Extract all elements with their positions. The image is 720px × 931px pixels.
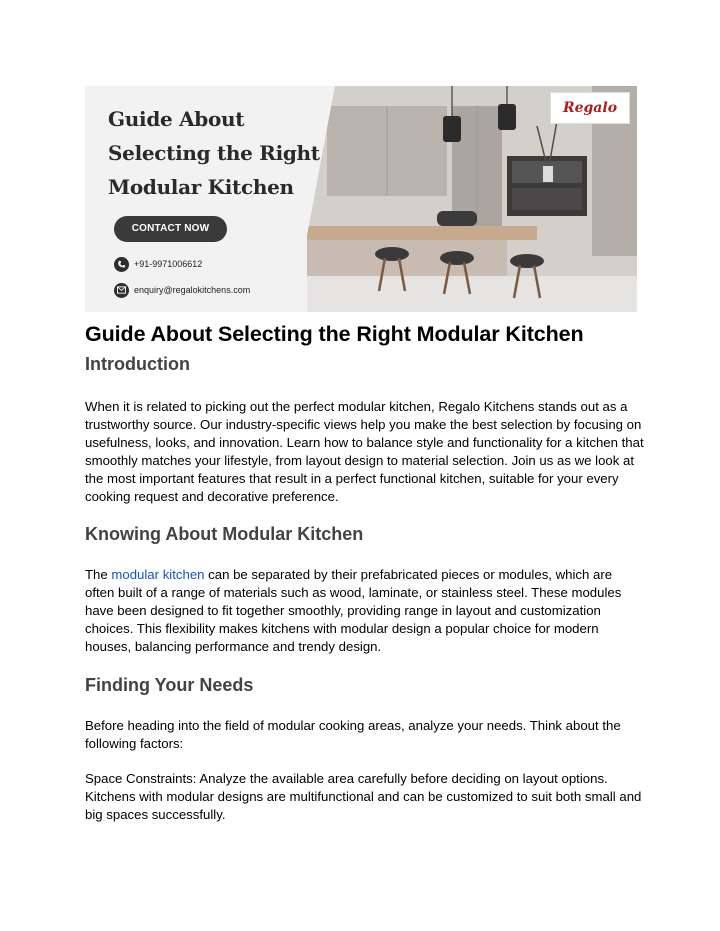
knowing-paragraph: [85, 566, 645, 656]
contact-now-button[interactable]: CONTACT NOW: [114, 216, 227, 242]
introduction-paragraph: When it is related to picking out the perfect modular kitchen, Regalo Kitchens stands out as a trustworthy source. Our industry-specific views help you make the best selection by focusing on usefulness, looks, and innovation. Learn how to balance style and functionality for a kitchen that smoothly matches your lifestyle, from layout design to material selection. Join us as we look at the most important features that result in a perfect functional kitchen, suitable for your every cooking request and decorative preference.: [85, 399, 644, 504]
space-constraints-paragraph: Space Constraints: Analyze the available area carefully before deciding on layout options. Kitchens with modular designs are multifunctional and can be customized to suit both small and big spaces successfully.: [85, 771, 642, 822]
knowing-text-start: The: [85, 567, 112, 582]
mail-icon: [114, 283, 129, 298]
email-contact: [114, 282, 250, 298]
banner-title: Guide About Selecting the Right Modular Kitchen: [108, 107, 320, 199]
hero-banner: [85, 86, 637, 312]
needs-paragraph: Before heading into the field of modular cooking areas, analyze your needs. Think about the following factors:: [85, 718, 621, 751]
introduction-heading: Introduction: [85, 354, 190, 374]
regalo-logo: Regalo: [550, 92, 630, 124]
email-address: enquiry@regalokitchens.com: [134, 285, 251, 295]
needs-heading: Finding Your Needs: [85, 675, 254, 695]
phone-contact: [114, 256, 202, 272]
knowing-heading: Knowing About Modular Kitchen: [85, 524, 364, 544]
page-title: Guide About Selecting the Right Modular Kitchen: [85, 322, 584, 346]
modular-kitchen-link[interactable]: modular kitchen: [111, 567, 205, 582]
knowing-text-end: can be separated by their prefabricated pieces or modules, which are often built of a range of materials such as wood, laminate, or stainless steel. These modules have been designed to fit together smoothly, providing range in layout and customization choices. This flexibility makes kitchens with modular design a popular choice for modern houses, balancing performance and trendy design.: [85, 567, 622, 654]
phone-icon: [114, 257, 129, 272]
phone-number: +91-9971006612: [134, 259, 203, 269]
